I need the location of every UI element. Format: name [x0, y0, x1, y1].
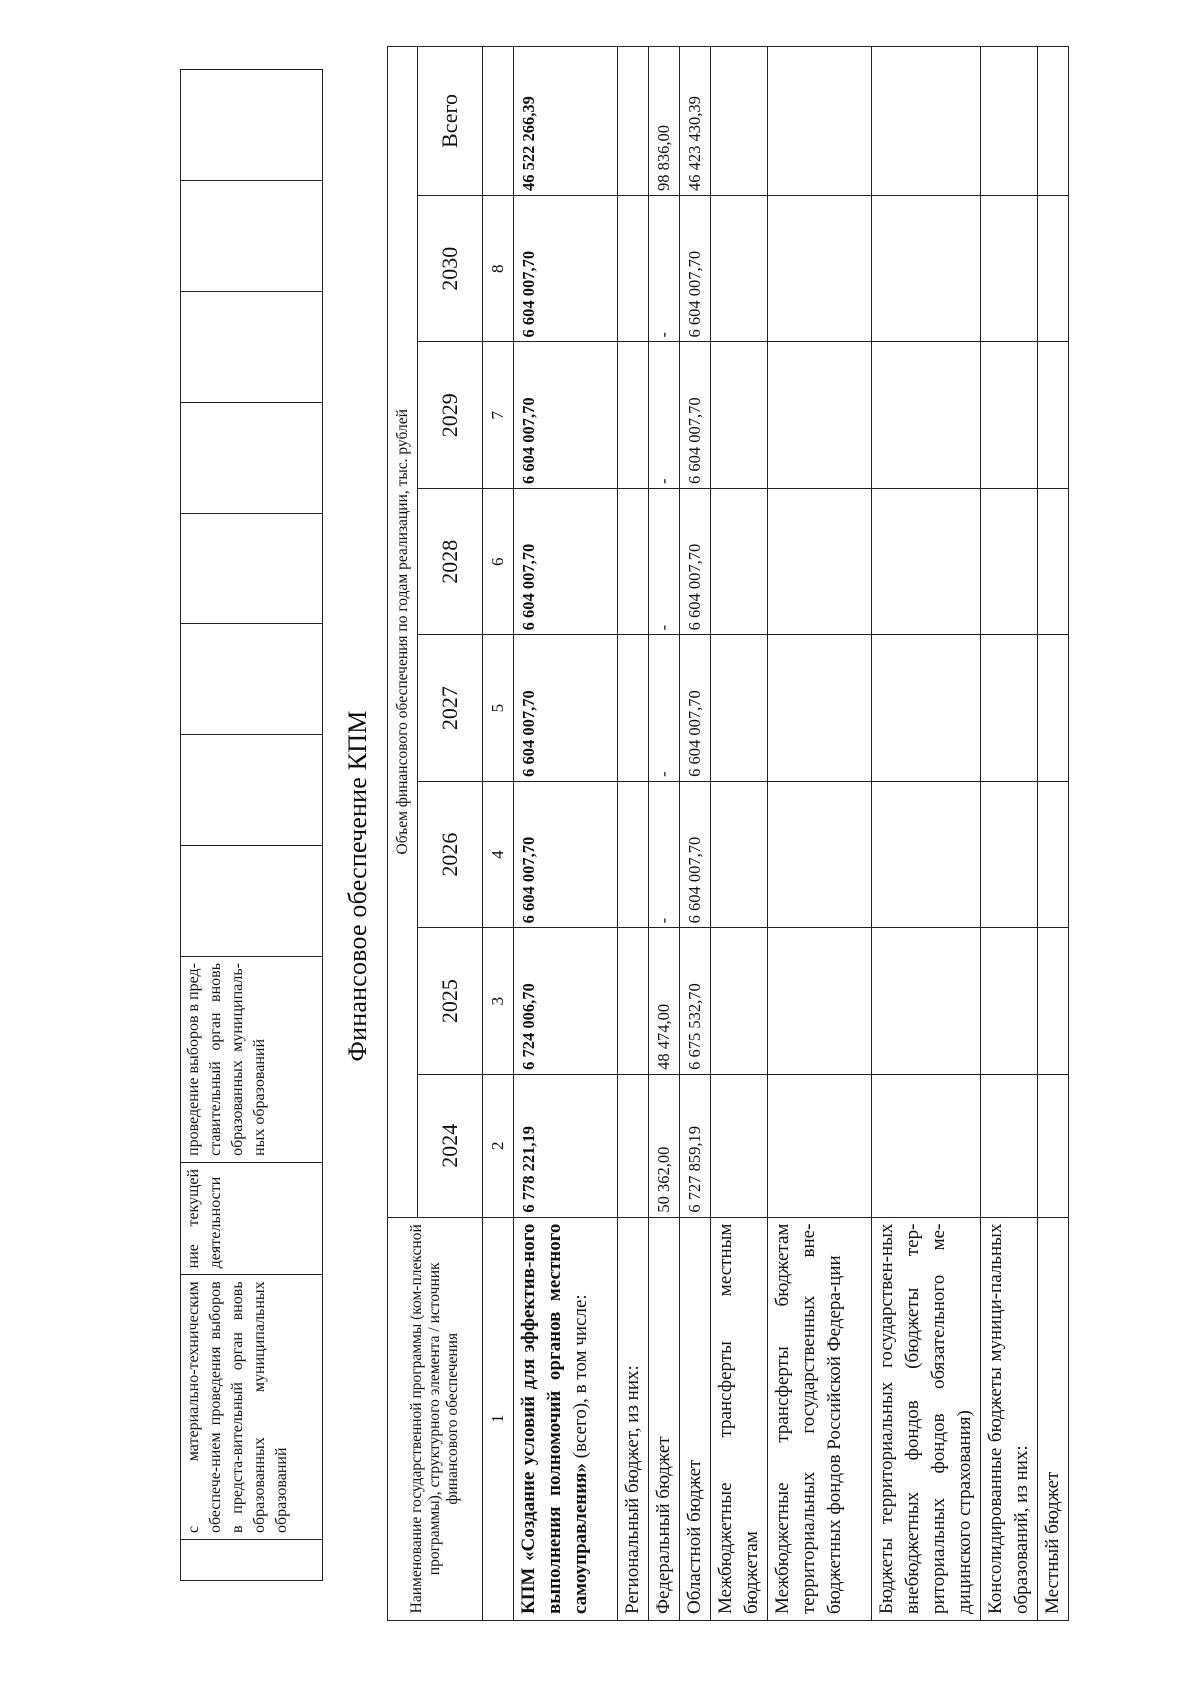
table-cell	[618, 196, 649, 342]
table-row	[768, 47, 872, 1621]
table-cell	[872, 196, 981, 342]
page-title: Финансовое обеспечение КПМ	[343, 710, 372, 1062]
column-number	[483, 47, 514, 196]
year-header: 2030	[418, 196, 483, 342]
row-label-bold: КПМ «Создание условий для эффектив-ного выполнения полномочий органов местного самоуправления»	[518, 1223, 591, 1614]
table-cell	[768, 342, 872, 488]
column-number: 1	[483, 1217, 514, 1620]
table-cell	[981, 928, 1038, 1074]
table-cell	[711, 47, 768, 196]
table-cell	[872, 928, 981, 1074]
table-cell	[872, 781, 981, 927]
empty-cell	[181, 513, 323, 624]
table-cell	[711, 1074, 768, 1217]
table-row	[181, 70, 323, 1581]
table-cell	[768, 1074, 872, 1217]
table-cell	[618, 635, 649, 781]
table-cell: 6 604 007,70	[680, 781, 711, 927]
table-cell	[981, 196, 1038, 342]
column-number: 7	[483, 342, 514, 488]
empty-cell	[181, 846, 323, 957]
empty-cell	[181, 735, 323, 846]
table-cell: 6 604 007,70	[680, 342, 711, 488]
table-cell: -	[649, 342, 680, 488]
table-cell	[1038, 781, 1069, 927]
table-cell	[981, 342, 1038, 488]
table-cell	[711, 928, 768, 1074]
table-row	[711, 47, 768, 1621]
table-row	[1038, 47, 1069, 1621]
table-cell	[618, 928, 649, 1074]
table-row	[649, 47, 680, 1621]
continuation-table	[180, 69, 323, 1581]
table-row	[872, 47, 981, 1621]
table-cell	[872, 342, 981, 488]
table-cell: 6 604 007,70	[514, 635, 618, 781]
table-cell	[981, 781, 1038, 927]
table-cell: 6 604 007,70	[680, 196, 711, 342]
table-cell	[981, 488, 1038, 634]
table-cell	[1038, 488, 1069, 634]
table-cell	[768, 781, 872, 927]
empty-cell	[181, 70, 323, 181]
year-header: 2028	[418, 488, 483, 634]
table-cell	[1038, 928, 1069, 1074]
table-cell	[1038, 47, 1069, 196]
row-label: Консолидированные бюджеты муници-пальных образований, из них:	[981, 1217, 1038, 1620]
empty-cell	[181, 624, 323, 735]
table-cell: 6 727 859,19	[680, 1074, 711, 1217]
table-cell: -	[649, 635, 680, 781]
table-cell: 98 836,00	[649, 47, 680, 196]
table-cell: 6 604 007,70	[514, 781, 618, 927]
name-column-header: Наименование государственной программы (ком-плексной программы), структурного элемента / источник финансового обеспечения	[388, 1217, 483, 1620]
funding-group-header: Объем финансового обеспечения по годам реализации, тыс. рублей	[388, 47, 418, 1218]
table-cell: 6 604 007,70	[680, 488, 711, 634]
table-cell: 6 604 007,70	[680, 635, 711, 781]
column-number: 2	[483, 1074, 514, 1217]
table-cell: 48 474,00	[649, 928, 680, 1074]
row-label-rest: (всего), в том числе:	[570, 1294, 591, 1464]
column-number: 3	[483, 928, 514, 1074]
year-header: 2026	[418, 781, 483, 927]
table-cell: 6 778 221,19	[514, 1074, 618, 1217]
row-label	[514, 1217, 618, 1620]
table-row	[514, 47, 618, 1621]
year-header: 2027	[418, 635, 483, 781]
table-cell: 46 423 430,39	[680, 47, 711, 196]
row-label: Межбюджетные трансферты местным бюджетам	[711, 1217, 768, 1620]
table-cell	[618, 47, 649, 196]
empty-cell	[181, 1540, 323, 1581]
table-cell	[1038, 342, 1069, 488]
table-cell: -	[649, 196, 680, 342]
table-cell	[981, 47, 1038, 196]
column-number: 4	[483, 781, 514, 927]
year-header: 2024	[418, 1074, 483, 1217]
table-cell	[768, 196, 872, 342]
table-cell	[768, 47, 872, 196]
table-cell	[618, 1074, 649, 1217]
column-number: 5	[483, 635, 514, 781]
column-number: 6	[483, 488, 514, 634]
table-cell: 6 675 532,70	[680, 928, 711, 1074]
table-cell: проведение выборов в пред-ставительный орган вновь образованных муниципаль-ных образований	[181, 956, 323, 1162]
table-cell	[872, 1074, 981, 1217]
table-cell: с материально-техническим обеспече-нием проведения выборов в предста-вительный орган вновь образованных муниципальных образований	[181, 1275, 323, 1540]
table-cell: -	[649, 488, 680, 634]
empty-cell	[181, 291, 323, 402]
table-cell	[981, 1074, 1038, 1217]
header-row	[388, 47, 418, 1621]
empty-cell	[181, 180, 323, 291]
year-header: 2025	[418, 928, 483, 1074]
table-row	[618, 47, 649, 1621]
table-row	[680, 47, 711, 1621]
table-cell: 6 724 006,70	[514, 928, 618, 1074]
table-cell	[872, 47, 981, 196]
table-cell: 50 362,00	[649, 1074, 680, 1217]
table-cell	[1038, 1074, 1069, 1217]
table-cell: 6 604 007,70	[514, 196, 618, 342]
year-header: 2029	[418, 342, 483, 488]
table-cell	[618, 781, 649, 927]
table-cell	[872, 635, 981, 781]
table-cell	[618, 342, 649, 488]
table-cell	[711, 635, 768, 781]
table-cell	[711, 781, 768, 927]
table-cell	[768, 635, 872, 781]
column-number: 8	[483, 196, 514, 342]
row-label: Бюджеты территориальных государствен-ных внебюджетных фондов (бюджеты тер-риториальных фондов обязательного ме-дицинского страхования)	[872, 1217, 981, 1620]
row-label: Местный бюджет	[1038, 1217, 1069, 1620]
table-cell	[711, 342, 768, 488]
table-cell	[981, 635, 1038, 781]
table-cell: 46 522 266,39	[514, 47, 618, 196]
row-label: Федеральный бюджет	[649, 1217, 680, 1620]
empty-cell	[181, 402, 323, 513]
table-cell: ние текущей деятельности	[181, 1162, 323, 1274]
total-header: Всего	[418, 47, 483, 196]
table-row	[981, 47, 1038, 1621]
table-cell: -	[649, 781, 680, 927]
table-cell	[711, 488, 768, 634]
table-cell	[618, 488, 649, 634]
table-cell	[768, 488, 872, 634]
row-label: Региональный бюджет, из них:	[618, 1217, 649, 1620]
table-cell: 6 604 007,70	[514, 488, 618, 634]
financing-table	[387, 46, 1069, 1621]
table-cell	[872, 488, 981, 634]
table-cell: 6 604 007,70	[514, 342, 618, 488]
table-cell	[711, 196, 768, 342]
row-label: Межбюджетные трансферты бюджетам территориальных государственных вне-бюджетных фондов Российской Федера-ции	[768, 1217, 872, 1620]
table-cell	[1038, 635, 1069, 781]
row-label: Областной бюджет	[680, 1217, 711, 1620]
table-cell	[768, 928, 872, 1074]
table-cell	[1038, 196, 1069, 342]
column-number-row	[483, 47, 514, 1621]
